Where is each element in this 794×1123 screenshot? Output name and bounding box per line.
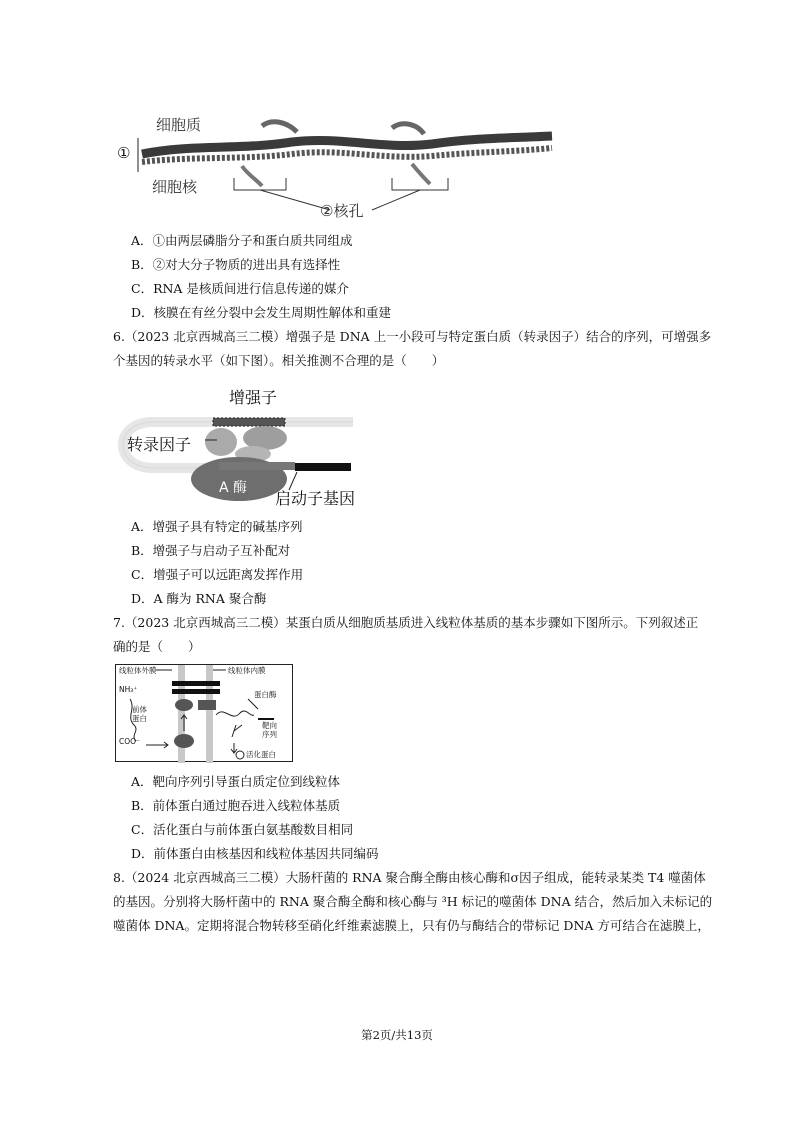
figure-enhancer (113, 380, 373, 510)
q7-option-b: B．前体蛋白通过胞吞进入线粒体基质 (131, 798, 341, 813)
inner-membrane-label: 线粒体内膜 (228, 666, 266, 675)
q5-option-a: A．①由两层磷脂分子和蛋白质共同组成 (131, 233, 353, 248)
q7-stem-line2: 确的是（ ） (113, 639, 201, 654)
figure-mitochondria-import (115, 664, 293, 762)
figure1-marker: ① (117, 144, 131, 162)
q8-stem-line1: 8.（2024 北京西城高三二模）大肠杆菌的 RNA 聚合酶全酶由核心酶和σ因子组成，能转录某类 T4 噬菌体 (113, 870, 706, 885)
q6-stem-line1: 6.（2023 北京西城高三二模）增强子是 DNA 上一小段可与特定蛋白质（转录因子）结合的序列，可增强多 (113, 329, 712, 344)
q7-stem-line1: 7.（2023 北京西城高三二模）某蛋白质从细胞质基质进入线粒体基质的基本步骤如下图所示。下列叙述正 (113, 615, 699, 630)
nh3-label: NH₃⁺ (119, 685, 138, 694)
q6-stem-line2: 个基因的转录水平（如下图）。相关推测不合理的是（ ） (113, 353, 445, 368)
q8-stem-line3: 噬菌体 DNA。定期将混合物转移至硝化纤维素滤膜上，只有仍与酶结合的带标记 DNA 方可结合在滤膜上， (113, 918, 710, 933)
q6-option-a: A．增强子具有特定的碱基序列 (131, 519, 303, 534)
enzyme-a-label: A 酶 (219, 480, 248, 496)
figure1-nucleus-label: 细胞核 (152, 178, 198, 196)
page-number: 第2页/共13页 (361, 1028, 433, 1042)
micrograph-image (112, 108, 562, 223)
q7-option-a: A．靶向序列引导蛋白质定位到线粒体 (131, 774, 341, 789)
targeting-sequence-label: 靶向序列 (262, 721, 277, 739)
q7-option-d: D．前体蛋白由核基因和线粒体基因共同编码 (131, 846, 379, 861)
q5-option-d: D．核膜在有丝分裂中会发生周期性解体和重建 (131, 305, 392, 320)
q8-stem-line2: 的基因。分别将大肠杆菌中的 RNA 聚合酶全酶和核心酶与 ³H 标记的噬菌体 DNA 结合，然后加入未标记的 (113, 894, 713, 909)
protease-label: 蛋白酶 (254, 690, 277, 699)
figure1-cytoplasm-label: 细胞质 (156, 116, 202, 134)
activated-protein-label: 活化蛋白 (246, 750, 276, 759)
coo-label: COO⁻ (119, 737, 141, 746)
q5-option-c: C．RNA 是核质间进行信息传递的媒介 (131, 281, 349, 296)
enhancer-label: 增强子 (229, 388, 278, 407)
q7-option-c: C．活化蛋白与前体蛋白氨基酸数目相同 (131, 822, 354, 837)
promoter-gene-label: 启动子基因 (275, 489, 356, 508)
q6-option-d: D．A 酶为 RNA 聚合酶 (131, 591, 267, 606)
transcription-factor-label: 转录因子 (127, 435, 192, 454)
q6-option-b: B．增强子与启动子互补配对 (131, 543, 291, 558)
outer-membrane-label: 线粒体外膜 (119, 666, 157, 675)
precursor-protein-label: 前体蛋白 (132, 705, 147, 723)
figure1-pore-label: ②核孔 (320, 202, 364, 220)
q6-option-c: C．增强子可以远距离发挥作用 (131, 567, 304, 582)
q5-option-b: B．②对大分子物质的进出具有选择性 (131, 257, 341, 272)
figure-nuclear-envelope (112, 108, 562, 223)
